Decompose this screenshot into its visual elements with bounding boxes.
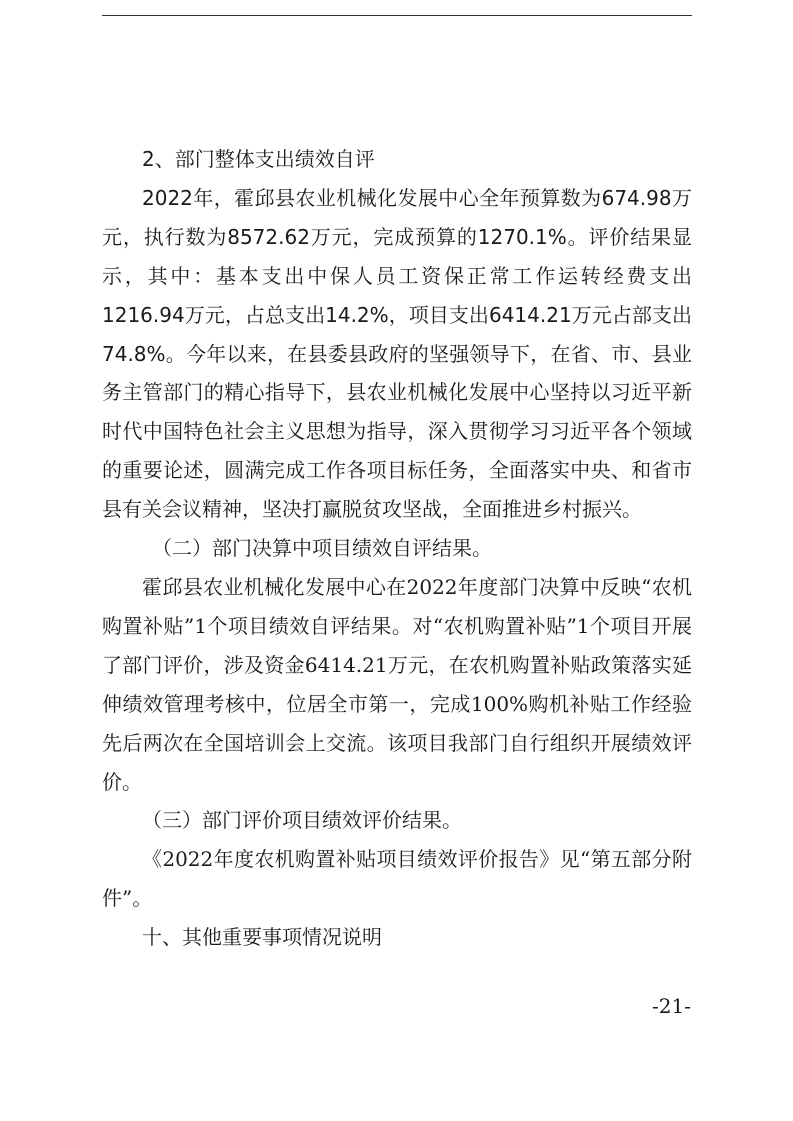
header-divider xyxy=(102,15,692,16)
section-heading-overall-expenditure: 2、部门整体支出绩效自评 xyxy=(142,147,375,171)
section-heading-department-evaluation: （三）部门评价项目绩效评价结果。 xyxy=(142,808,462,833)
document-body xyxy=(102,140,692,957)
paragraph-project-self-evaluation: 霍邱县农业机械化发展中心在2022年度部门决算中反映“农机购置补贴”1个项目绩效自评结果。对“农机购置补贴”1个项目开展了部门评价，涉及资金6414.21万元，在农机购置补贴政策落实延伸绩效管理考核中，位居全市第一，完成100%购机补贴工作经验先后两次在全国培训会上交流。该项目我部门自行组织开展绩效评价。 xyxy=(102,574,692,794)
page-number: -21- xyxy=(652,994,691,1018)
section-heading-project-self-evaluation: （二）部门决算中项目绩效自评结果。 xyxy=(152,536,492,561)
section-heading-other-matters: 十、其他重要事项情况说明 xyxy=(142,925,382,950)
paragraph-overall-expenditure: 2022年，霍邱县农业机械化发展中心全年预算数为674.98万元，执行数为8572.62万元，完成预算的1270.1%。评价结果显示，其中：基本支出中保人员工资保正常工作运转经费支出1216.94万元，占总支出14.2%，项目支出6414.21万元占部支出74.8%。今年以来，在县委县政府的坚强领导下，在省、市、县业务主管部门的精心指导下，县农业机械化发展中心坚持以习近平新时代中国特色社会主义思想为指导，深入贯彻学习习近平各个领域的重要论述，圆满完成工作各项目标任务，全面落实中央、和省市县有关会议精神，坚决打赢脱贫攻坚战，全面推进乡村振兴。 xyxy=(102,185,692,522)
paragraph-department-evaluation: 《2022年度农机购置补贴项目绩效评价报告》见“第五部分附件”。 xyxy=(102,847,692,911)
